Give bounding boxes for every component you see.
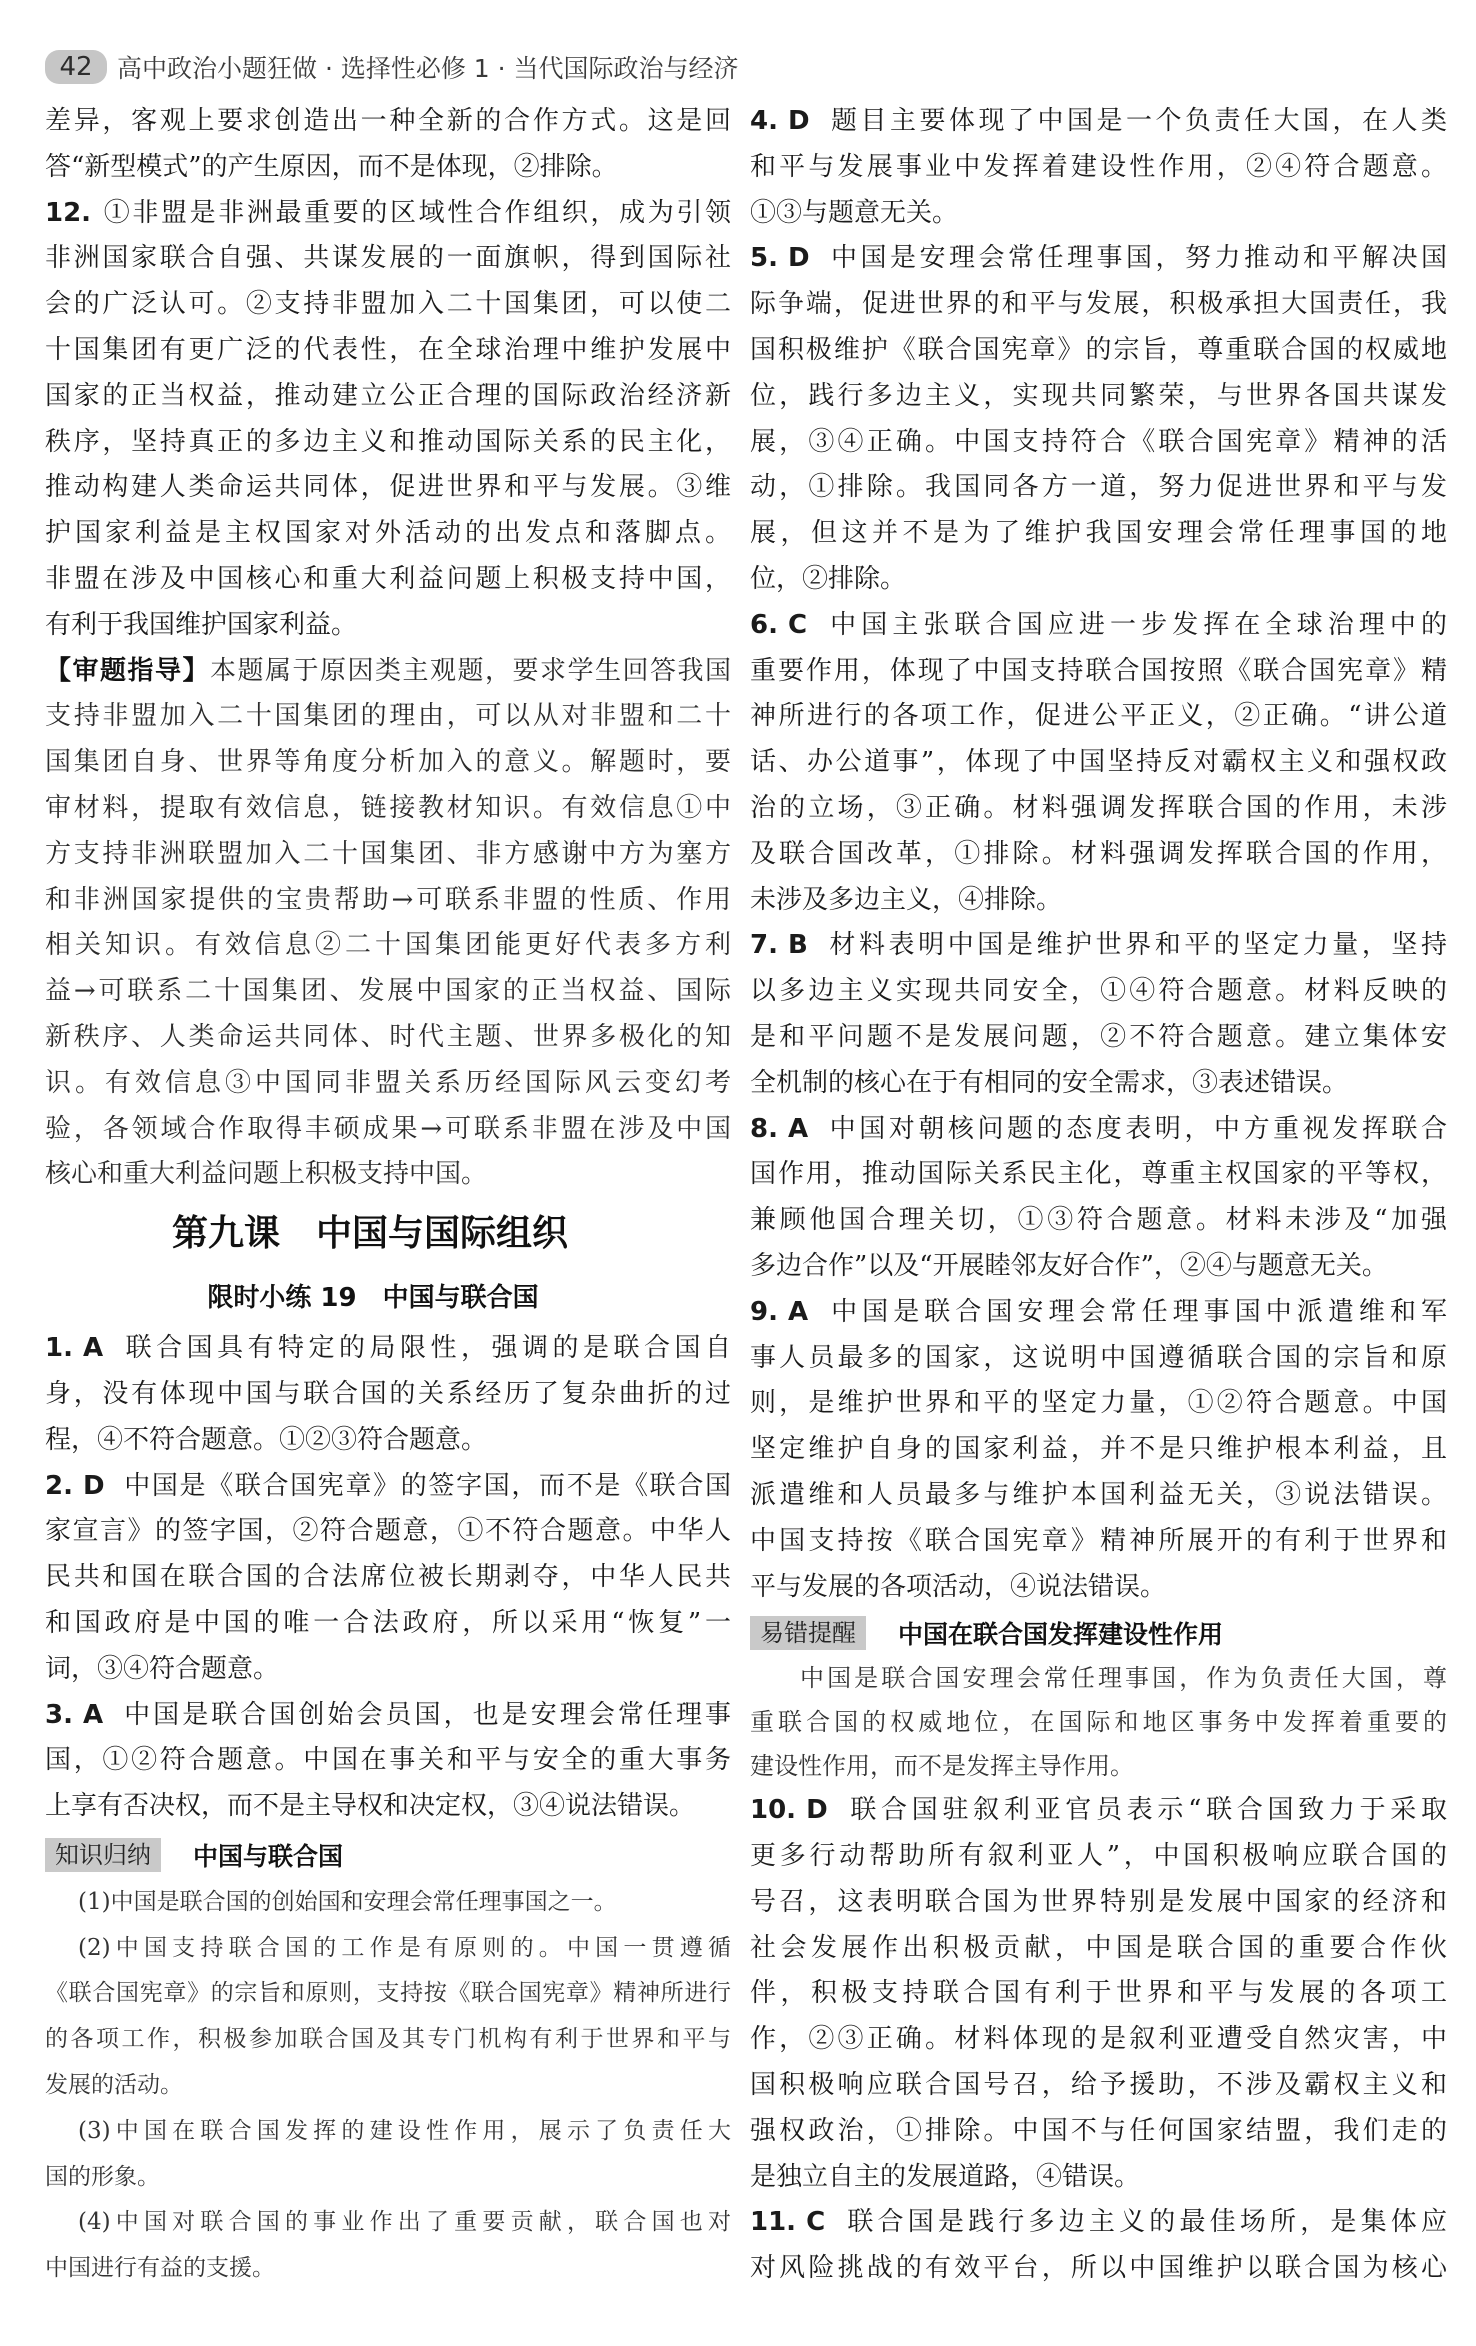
line-text: 答“新型模式”的产生原因，而不是体现，②排除。 [45, 151, 618, 182]
line-text: 十国集团有更广泛的代表性，在全球治理中维护发展中 [45, 334, 731, 365]
page-number: 42 [45, 50, 107, 84]
answer-letter: D [787, 243, 810, 274]
answer-letter: A [787, 1296, 809, 1327]
text-line [750, 878, 1447, 924]
text-line [750, 1107, 1447, 1153]
text-line [45, 1464, 731, 1510]
line-text: 会的广泛认可。②支持非盟加入二十国集团，可以使二 [45, 289, 731, 320]
text-line [45, 374, 731, 420]
guide-tag: 【审题指导】 [45, 655, 210, 686]
text-line [750, 1473, 1447, 1519]
line-text: 派遣维和人员最多与维护本国利益无关，③说法错误。 [750, 1479, 1447, 1510]
answer-item [750, 99, 1447, 236]
text-line [750, 649, 1447, 695]
line-text: 非洲国家联合自强、共谋发展的一面旗帜，得到国际社 [45, 243, 731, 274]
line-text: 题目主要体现了中国是一个负责任大国，在人类 [827, 106, 1447, 136]
text-line [45, 145, 731, 191]
question-number: 9. [750, 1296, 778, 1327]
text-line [750, 1381, 1447, 1427]
answer-item [750, 603, 1447, 924]
line-text: 社会发展作出积极贡献，中国是联合国的重要合作伙 [750, 1932, 1447, 1963]
line-text: 国家的正当权益，推动建立公正合理的国际政治经济新 [45, 380, 731, 411]
line-text: 中国是联合国创始会员国，也是安理会常任理事 [121, 1699, 731, 1730]
answer-letter: A [82, 1699, 104, 1730]
text-line [750, 1152, 1447, 1198]
note-line: 发展的活动。 [45, 2072, 183, 2099]
line-text: 神所进行的各项工作，促进公平正义，②正确。“讲公道 [750, 701, 1447, 732]
line-text: 民共和国在联合国的合法席位被长期剥夺，中华人民共 [45, 1562, 731, 1593]
text-line [750, 420, 1447, 466]
text-line [750, 282, 1447, 328]
text-line [45, 1061, 731, 1107]
text-line [750, 1880, 1447, 1926]
question-number: 2. [45, 1470, 73, 1501]
line-text: 差异，客观上要求创造出一种全新的合作方式。这是回 [45, 106, 731, 136]
line-text: 词，③④符合题意。 [45, 1653, 280, 1684]
text-line [45, 923, 731, 969]
text-line [45, 1107, 731, 1153]
text-line [750, 603, 1447, 649]
text-line [45, 1647, 731, 1693]
line-text: 强权政治，①排除。中国不与任何国家结盟，我们走的 [750, 2115, 1447, 2146]
line-text: 中国主张联合国应进一步发挥在全球治理中的 [825, 609, 1447, 640]
line-text: 未涉及多边主义，④排除。 [750, 884, 1063, 915]
answer-letter: D [806, 1795, 828, 1826]
line-text: 身，没有体现中国与联合国的关系经历了复杂曲折的过 [45, 1378, 731, 1409]
line-text: 中国对朝核问题的态度表明，中方重视发挥联合 [826, 1113, 1447, 1144]
line-text: 护国家利益是主权国家对外活动的出发点和落脚点。 [45, 518, 731, 549]
line-text: 作，②③正确。材料体现的是叙利亚遭受自然灾害，中 [750, 2024, 1447, 2055]
text-line [750, 1565, 1447, 1611]
question-number: 1. [45, 1333, 73, 1364]
line-text: 秩序，坚持真正的多边主义和推动国际关系的民主化， [45, 426, 731, 457]
answer-item [45, 1326, 731, 1463]
line-text: 中国支持按《联合国宪章》精神所展开的有利于世界和 [750, 1525, 1447, 1556]
review-guide [45, 649, 731, 1199]
tip-bar [750, 1610, 1447, 1656]
text-line [750, 1788, 1447, 1834]
line-text: 审材料，提取有效信息，链接教材知识。有效信息①中 [45, 792, 731, 823]
line-text: 国作用，推动国际关系民主化，尊重主权国家的平等权， [750, 1159, 1447, 1190]
text-line [45, 99, 731, 145]
note-line: 的各项工作，积极参加联合国及其专门机构有利于世界和平与 [45, 2026, 731, 2053]
line-text: 推动构建人类命运共同体，促进世界和平与发展。③维 [45, 472, 731, 503]
line-text: 中国是《联合国宪章》的签字国，而不是《联合国 [122, 1470, 731, 1501]
line-text: 联合国具有特定的局限性，强调的是联合国自 [121, 1333, 731, 1364]
line-text: 多边合作”以及“开展睦邻友好合作”，②④与题意无关。 [750, 1250, 1388, 1281]
text-line [750, 1656, 1447, 1700]
line-text: 非盟在涉及中国核心和重大利益问题上积极支持中国， [45, 563, 731, 594]
line-text: 新秩序、人类命运共同体、时代主题、世界多极化的知 [45, 1021, 731, 1052]
question-number: 3. [45, 1699, 73, 1730]
tip-title: 中国与联合国 [193, 1841, 344, 1871]
text-line [45, 1738, 731, 1784]
text-line [45, 557, 731, 603]
text-line [750, 923, 1447, 969]
text-line [45, 1509, 731, 1555]
line-text: 中国是安理会常任理事国，努力推动和平解决国 [827, 243, 1447, 274]
line-text: 材料表明中国是维护世界和平的坚定力量，坚持 [825, 930, 1447, 961]
text-line [750, 1198, 1447, 1244]
line-text: 重联合国的权威地位，在国际和地区事务中发挥着重要的 [750, 1708, 1447, 1737]
tip-bar [45, 1830, 731, 1880]
right-column [750, 99, 1447, 2292]
answer-item [45, 191, 731, 649]
line-text: 联合国是践行多边主义的最佳场所，是集体应 [843, 2207, 1447, 2238]
line-text: 是和平问题不是发展问题，②不符合题意。建立集体安 [750, 1021, 1447, 1052]
line-text: 国积极维护《联合国宪章》的宗旨，尊重联合国的权威地 [750, 334, 1447, 365]
text-line [750, 1971, 1447, 2017]
answer-item [45, 1693, 731, 1830]
note-line: (3)中国在联合国发挥的建设性作用，展示了负责任大 [78, 2117, 731, 2144]
line-text: 中国是联合国安理会常任理事国，作为负责任大国，尊 [800, 1664, 1447, 1693]
text-line [750, 511, 1447, 557]
text-line [750, 786, 1447, 832]
text-line [45, 832, 731, 878]
text-line [45, 694, 731, 740]
answer-letter: C [806, 2207, 826, 2238]
drill-heading: 限时小练 19 中国与联合国 [207, 1283, 539, 1314]
line-text: 对风险挑战的有效平台，所以中国维护以联合国为核心 [750, 2253, 1447, 2284]
line-text: 和非洲国家提供的宝贵帮助→可联系非盟的性质、作用 [45, 884, 731, 915]
book-title: 高中政治小题狂做 · 选择性必修 1 · 当代国际政治与经济 [117, 54, 739, 83]
line-text: 国集团自身、世界等角度分析加入的意义。解题时，要 [45, 747, 731, 778]
tip-tag: 易错提醒 [750, 1616, 866, 1650]
question-number: 11. [750, 2207, 797, 2238]
line-text: 方支持非洲联盟加入二十国集团、非方感谢中方为塞方 [45, 838, 731, 869]
text-line [750, 1926, 1447, 1972]
answer-item [750, 923, 1447, 1106]
line-text: 相关知识。有效信息②二十国集团能更好代表多方利 [45, 930, 731, 961]
text-line [750, 2109, 1447, 2155]
line-text: 程，④不符合题意。①②③符合题意。 [45, 1424, 488, 1455]
line-text: 重要作用，体现了中国支持联合国按照《联合国宪章》精 [750, 655, 1447, 686]
text-line [45, 969, 731, 1015]
line-text: 上享有否决权，而不是主导权和决定权，③④说法错误。 [45, 1791, 696, 1822]
question-number: 12. [45, 197, 92, 228]
text-line [750, 969, 1447, 1015]
text-line [750, 374, 1447, 420]
text-line [750, 1061, 1447, 1107]
tip-title: 中国在联合国发挥建设性作用 [898, 1620, 1224, 1650]
note-line: (1)中国是联合国的创始国和安理会常任理事国之一。 [78, 1888, 617, 1915]
text-line [750, 1519, 1447, 1565]
line-text: 核心和重大利益问题上积极支持中国。 [45, 1159, 488, 1190]
line-text: 是独立自主的发展道路，④错误。 [750, 2161, 1141, 2192]
answer-item [750, 1788, 1447, 2200]
text-line [45, 878, 731, 924]
text-line [45, 786, 731, 832]
line-text: 验，各领域合作取得丰硕成果→可联系非盟在涉及中国 [45, 1113, 731, 1144]
line-text: 国，①②符合题意。中国在事关和平与安全的重大事务 [45, 1745, 731, 1776]
tip-tag: 知识归纳 [45, 1838, 161, 1872]
line-text: 事人员最多的国家，这说明中国遵循联合国的宗旨和原 [750, 1342, 1447, 1373]
answer-letter: D [787, 106, 810, 136]
text-line [750, 2200, 1447, 2246]
note-line: 国的形象。 [45, 2163, 160, 2190]
line-text: 坚定维护自身的国家利益，并不是只维护根本利益，且 [750, 1434, 1447, 1465]
lesson-heading: 第九课 中国与国际组织 [171, 1213, 568, 1255]
line-text: 展，但这并不是为了维护我国安理会常任理事国的地 [750, 518, 1447, 549]
text-line [45, 511, 731, 557]
text-line [750, 236, 1447, 282]
text-line [45, 191, 731, 237]
text-line [45, 603, 731, 649]
line-text: 和平与发展事业中发挥着建设性作用，②④符合题意。 [750, 151, 1447, 182]
text-line [45, 1372, 731, 1418]
text-line [45, 1784, 731, 1830]
question-number: 6. [750, 609, 778, 640]
answer-item [750, 1107, 1447, 1290]
line-text: 中国是联合国安理会常任理事国中派遣维和军 [826, 1296, 1447, 1327]
line-text: 位，②排除。 [750, 563, 907, 594]
line-text: ①③与题意无关。 [750, 197, 959, 228]
knowledge-note [45, 1880, 731, 2292]
line-text: 支持非盟加入二十国集团的理由，可以从对非盟和二十 [45, 701, 731, 732]
line-text: 伴，积极支持联合国有利于世界和平与发展的各项工 [750, 1978, 1447, 2009]
line-text: 平与发展的各项活动，④说法错误。 [750, 1571, 1167, 1602]
line-text: 有利于我国维护国家利益。 [45, 609, 358, 640]
text-line [45, 236, 731, 282]
text-line [750, 2246, 1447, 2292]
answer-item [750, 1290, 1447, 1611]
line-text: 号召，这表明联合国为世界特别是发展中国家的经济和 [750, 1886, 1447, 1917]
note-line: 《联合国宪章》的宗旨和原则，支持按《联合国宪章》精神所进行 [45, 1980, 731, 2007]
line-text: 治的立场，③正确。材料强调发挥联合国的作用，未涉 [750, 792, 1447, 823]
line-text: 更多行动帮助所有叙利亚人”，中国积极响应联合国的 [750, 1841, 1447, 1872]
text-line [45, 465, 731, 511]
line-text: 位，践行多边主义，实现共同繁荣，与世界各国共谋发 [750, 380, 1447, 411]
text-line [750, 1834, 1447, 1880]
text-line [750, 145, 1447, 191]
text-line [750, 465, 1447, 511]
text-line [750, 1244, 1447, 1290]
line-text: 全机制的核心在于有相同的安全需求，③表述错误。 [750, 1067, 1349, 1098]
line-text: ①非盟是非洲最重要的区域性合作组织，成为引领 [101, 197, 731, 228]
text-line [45, 1601, 731, 1647]
answer-letter: A [82, 1333, 104, 1364]
answer-item [750, 236, 1447, 602]
line-text: 兼顾他国合理关切，①③符合题意。材料未涉及“加强 [750, 1205, 1447, 1236]
answer-item [750, 2200, 1447, 2292]
text-line [750, 1015, 1447, 1061]
text-line [750, 832, 1447, 878]
text-line [45, 1693, 731, 1739]
line-text: 建设性作用，而不是发挥主导作用。 [750, 1752, 1134, 1781]
text-line [45, 1418, 731, 1464]
text-line [45, 1015, 731, 1061]
note-line: (2)中国支持联合国的工作是有原则的。中国一贯遵循 [78, 1934, 731, 1961]
line-text: 动，①排除。我国同各方一道，努力促进世界和平与发 [750, 472, 1447, 503]
line-text: 则，是维护世界和平的坚定力量，①②符合题意。中国 [750, 1388, 1447, 1419]
text-line [45, 1152, 731, 1198]
line-text: 本题属于原因类主观题，要求学生回答我国 [210, 655, 731, 686]
text-line [750, 694, 1447, 740]
text-line [45, 740, 731, 786]
answer-item [45, 1464, 731, 1693]
page-header [45, 49, 739, 85]
text-line [750, 740, 1447, 786]
question-number: 8. [750, 1113, 778, 1144]
line-text: 及联合国改革，①排除。材料强调发挥联合国的作用， [750, 838, 1447, 869]
line-text: 话、办公道事”，体现了中国坚持反对霸权主义和强权政 [750, 747, 1447, 778]
text-line [750, 2017, 1447, 2063]
note-line: 中国进行有益的支援。 [45, 2255, 275, 2282]
line-text: 识。有效信息③中国同非盟关系历经国际风云变幻考 [45, 1067, 731, 1098]
text-line [750, 2155, 1447, 2201]
line-text: 联合国驻叙利亚官员表示“联合国致力于采取 [845, 1795, 1447, 1826]
text-line [750, 1700, 1447, 1744]
text-line [45, 282, 731, 328]
line-text: 家宣言》的签字国，②符合题意，①不符合题意。中华人 [45, 1516, 731, 1547]
tip-text [750, 1656, 1447, 1788]
answer-letter: D [82, 1470, 105, 1501]
line-text: 展，③④正确。中国支持符合《联合国宪章》精神的活 [750, 426, 1447, 457]
text-line [750, 1336, 1447, 1382]
line-text: 国积极响应联合国号召，给予援助，不涉及霸权主义和 [750, 2070, 1447, 2101]
text-line [45, 1326, 731, 1372]
line-text: 以多边主义实现共同安全，①④符合题意。材料反映的 [750, 976, 1447, 1007]
left-column [45, 99, 731, 2292]
text-line [750, 191, 1447, 237]
text-line [45, 1555, 731, 1601]
text-line [45, 649, 731, 695]
line-text: 际争端，促进世界的和平与发展，积极承担大国责任，我 [750, 289, 1447, 320]
text-line [750, 2063, 1447, 2109]
question-number: 7. [750, 930, 778, 961]
line-text: 益→可联系二十国集团、发展中国家的正当权益、国际 [45, 976, 731, 1007]
line-text: 和国政府是中国的唯一合法政府，所以采用“恢复”一 [45, 1607, 731, 1638]
answer-letter: C [787, 609, 808, 640]
text-line [750, 99, 1447, 145]
text-line [750, 328, 1447, 374]
text-line [750, 557, 1447, 603]
note-line: (4)中国对联合国的事业作出了重要贡献，联合国也对 [78, 2209, 731, 2236]
question-number: 10. [750, 1795, 797, 1826]
text-line [750, 1744, 1447, 1788]
question-number: 4. [750, 106, 778, 136]
text-line [750, 1290, 1447, 1336]
text-line [45, 420, 731, 466]
answer-letter: B [787, 930, 808, 961]
text-paragraph [45, 99, 731, 191]
answer-letter: A [787, 1113, 809, 1144]
text-line [45, 328, 731, 374]
text-line [750, 1427, 1447, 1473]
question-number: 5. [750, 243, 778, 274]
